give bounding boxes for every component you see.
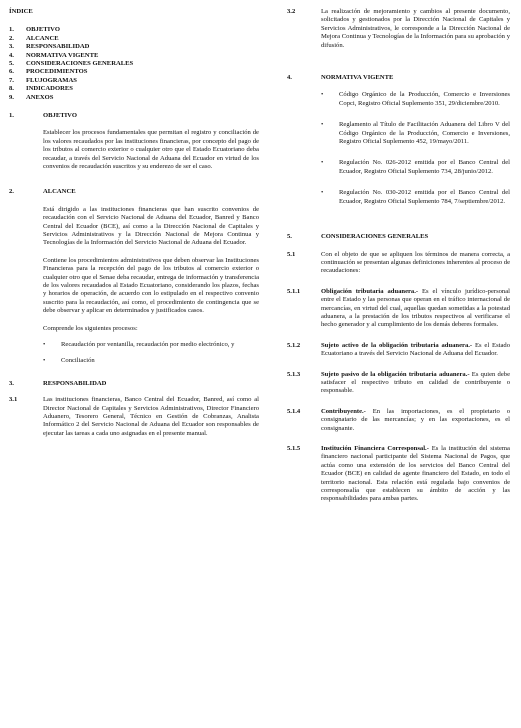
definition-text [321,288,510,330]
responsabilidad-paragraph-2 [287,8,510,50]
alcance-text-3: Comprende los siguientes procesos: [43,324,138,332]
section-number: 5. [287,233,292,241]
index-item [9,35,259,43]
index-item [9,85,259,93]
definition-item [287,445,510,504]
section-title: CONSIDERACIONES GENERALES [321,233,429,241]
normativa-bullet [321,189,510,206]
definition-body: Es la institución del sistema financiero nacional participante del Sistema Nacional de Pagos, que actúa como una extensión de los servicios del Banco Central del Ecuador (BCE) en calidad de agente financiero del Estado, en todo el territorio nacional. Esta relación está regulada bajo convenios de corresponsalía que establecen su ámbito de acción y las responsabilidades para ambas partes. [321,445,510,503]
index-item-label: FLUJOGRAMAS [26,76,77,84]
definition-text [321,445,510,504]
definition-number: 5.1.5 [287,445,301,452]
index-item-number: 2. [9,34,14,42]
definition-term: Obligación tributaria aduanera.- [321,287,419,295]
section-alcance-heading [9,188,259,196]
section-consideraciones-heading [287,233,510,241]
paragraph-number: 3.1 [9,396,18,404]
section-title: ALCANCE [43,188,76,196]
section-number: 4. [287,74,292,82]
definition-body: Es el vínculo jurídico-personal entre el Estado y las personas que operan en el tráfico internacional de mercancías, en virtud del cual, aquellas quedan sometidas a la potestad aduanera, a la prestación de los tributos respectivos al verificarse el hecho generador y al cumplimiento de los demás deberes formales. [321,287,510,329]
bullet-icon: • [321,189,324,197]
bullet-icon: • [43,357,46,365]
definition-item [287,408,510,433]
definition-term: Sujeto activo de la obligación tributaria aduanera.- [321,341,473,349]
definition-body: En las importaciones, es el propietario o consignatario de las mercancías; y en las exportaciones, es el consignante. [321,407,510,432]
definition-term: Contribuyente.- [321,407,366,415]
bullet-text: Recaudación por ventanilla, recaudación por medio electrónico, y [61,341,235,349]
definition-text [321,371,510,396]
section-title: RESPONSABILIDAD [43,379,107,387]
index-item-number: 7. [9,76,14,84]
definition-item [287,342,510,359]
section-number: 2. [9,188,14,196]
normativa-list [287,91,510,206]
alcance-bullet [43,341,259,349]
bullet-icon: • [321,121,324,129]
paragraph-text: La realización de mejoramiento y cambios al presente documento, solicitados y gestionados por la Dirección Nacional de Capitales y Servicios Administrativos, le corresponde a la Dirección Nacional de Mejora Continua y Tecnologías de la Información para su aprobación y difusión. [321,8,510,49]
section-number: 3. [9,379,14,387]
index-item [9,43,259,51]
paragraph-text: Con el objeto de que se apliquen los términos de manera correcta, a continuación se presentan algunas definiciones inherentes al proceso de recaudaciones: [321,250,510,275]
normativa-bullet [321,91,510,108]
index-item-number: 9. [9,93,14,101]
objetivo-text: Establecer los procesos fundamentales que permitan el registro y conciliación de los valores recaudados por las instituciones financieras, por concepto del pago de los tributos al comercio exterior o cualquier otro que el Estado Ecuatoriano deba recaudar, a través del Servicio Nacional de Aduana del Ecuador en virtud de los convenios de recaudación suscritos y su enderezo de ser el caso. [43,129,259,170]
bullet-text: Conciliación [61,357,95,365]
index-item-label: INDICADORES [26,85,73,93]
definitions-list [287,288,510,504]
normativa-bullet [321,121,510,146]
section-normativa-heading [287,74,510,82]
bullet-text: Regulación No. 026-2012 emitida por el Banco Central del Ecuador, Registro Oficial Suplemento 734, 28/junio/2012. [339,159,510,175]
section-number: 1. [9,111,14,119]
definition-number: 5.1.3 [287,370,301,378]
definition-text [321,408,510,433]
section-responsabilidad-heading [9,380,259,388]
definition-text [321,342,510,359]
definition-number: 5.1.2 [287,341,301,349]
index-item-label: ALCANCE [26,34,59,42]
definition-item [287,371,510,396]
index-item-number: 4. [9,51,14,59]
index-item-number: 6. [9,68,14,76]
definition-body: Es quien debe satisfacer el respectivo tributo en calidad de contribuyente o responsable. [321,370,511,395]
index-item [9,26,259,34]
responsabilidad-paragraph-1 [9,396,259,438]
section-title: NORMATIVA VIGENTE [321,74,394,82]
index-item-label: ANEXOS [26,93,54,101]
bullet-text: Regulación No. 030-2012 emitida por el Banco Central del Ecuador, Registro Oficial Suplemento 784, 7/septiembre/2012. [339,189,510,205]
index-item-number: 8. [9,85,14,93]
definition-term: Sujeto pasivo de la obligación tributaria aduanera.- [321,370,470,378]
paragraph-number: 3.2 [287,8,296,15]
index-item-label: PROCEDIMIENTOS [26,68,88,76]
definition-number: 5.1.1 [287,287,301,295]
bullet-icon: • [321,91,324,99]
paragraph-text: Las instituciones financieras, Banco Central del Ecuador, Banred, así como al Director Nacional de Capitales y Servicios Administrativos, Director Financiero Aduanero, Tesorero General, Técnico en Gestión de Cobranzas, Analista Informático 2 del Servicio Nacional de Aduana del Ecuador son responsables de ejecutar las tareas a cada uno asignadas en el presente manual. [43,396,259,437]
consideraciones-paragraph-5-1 [287,251,510,276]
index-item-label: RESPONSABILIDAD [26,43,90,51]
index-title: ÍNDICE [9,8,33,15]
alcance-bullet [43,357,259,365]
index-item [9,68,259,76]
definition-item [287,288,510,330]
index-item-number: 3. [9,43,14,51]
index-item [9,77,259,85]
index-item-label: OBJETIVO [26,26,60,34]
index-list [9,26,259,102]
alcance-text-1: Está dirigido a las instituciones financieras que han suscrito convenios de recaudación con el Servicio Nacional de Aduana del Ecuador, Banred y Banco Central del Ecuador (BCE), así como a la Dirección Nacional de Capitales y Servicios Administrativos y la Dirección Nacional de Mejora Continua y Tecnologías de la Información del Servicio Nacional de Aduana del Ecuador. [43,205,259,247]
alcance-text-2: Contiene los procedimientos administrativos que deben observar las Instituciones Financieras para la recepción del pago de los tributos al comercio exterior o cualquier otro que el Senae deba recaudar, entrega de información y transferencia de los valores recaudados al Estado Ecuatoriano, considerando los plazos, fechas y horarios de operación, de acuerdo con lo estipulado en el respectivo convenio suscrito para la recaudación, así como, el procedimiento de contingencia que se debe observar y aplicar en determinados y justificados casos. [43,256,259,315]
section-objetivo-heading [9,112,259,120]
bullet-text: Reglamento al Título de Facilitación Aduanera del Libro V del Código Orgánico de la Producción, Comercio e Inversiones, Registro Oficial Suplemento 452, 19/mayo/2011. [339,121,510,146]
definition-number: 5.1.4 [287,407,301,415]
definition-body: Es el Estado Ecuatoriano a través del Servicio Nacional de Aduana del Ecuador. [321,341,510,358]
bullet-icon: • [43,341,46,349]
index-item-number: 1. [9,26,14,34]
index-item [9,60,259,68]
index-item [9,52,259,60]
index-item-label: CONSIDERACIONES GENERALES [26,59,134,67]
index-item-label: NORMATIVA VIGENTE [26,51,99,59]
normativa-bullet [321,159,510,176]
right-column [287,8,510,504]
definition-term: Institución Financiera Corresponsal.- [321,445,429,452]
index-item-number: 5. [9,59,14,67]
bullet-icon: • [321,159,324,167]
index-item [9,94,259,102]
bullet-text: Código Orgánico de la Producción, Comercio e Inversiones Copci, Registro Oficial Suplemento 351, 29/diciembre/2010. [339,91,510,107]
paragraph-number: 5.1 [287,250,296,258]
section-title: OBJETIVO [43,111,77,119]
left-column [9,8,259,438]
